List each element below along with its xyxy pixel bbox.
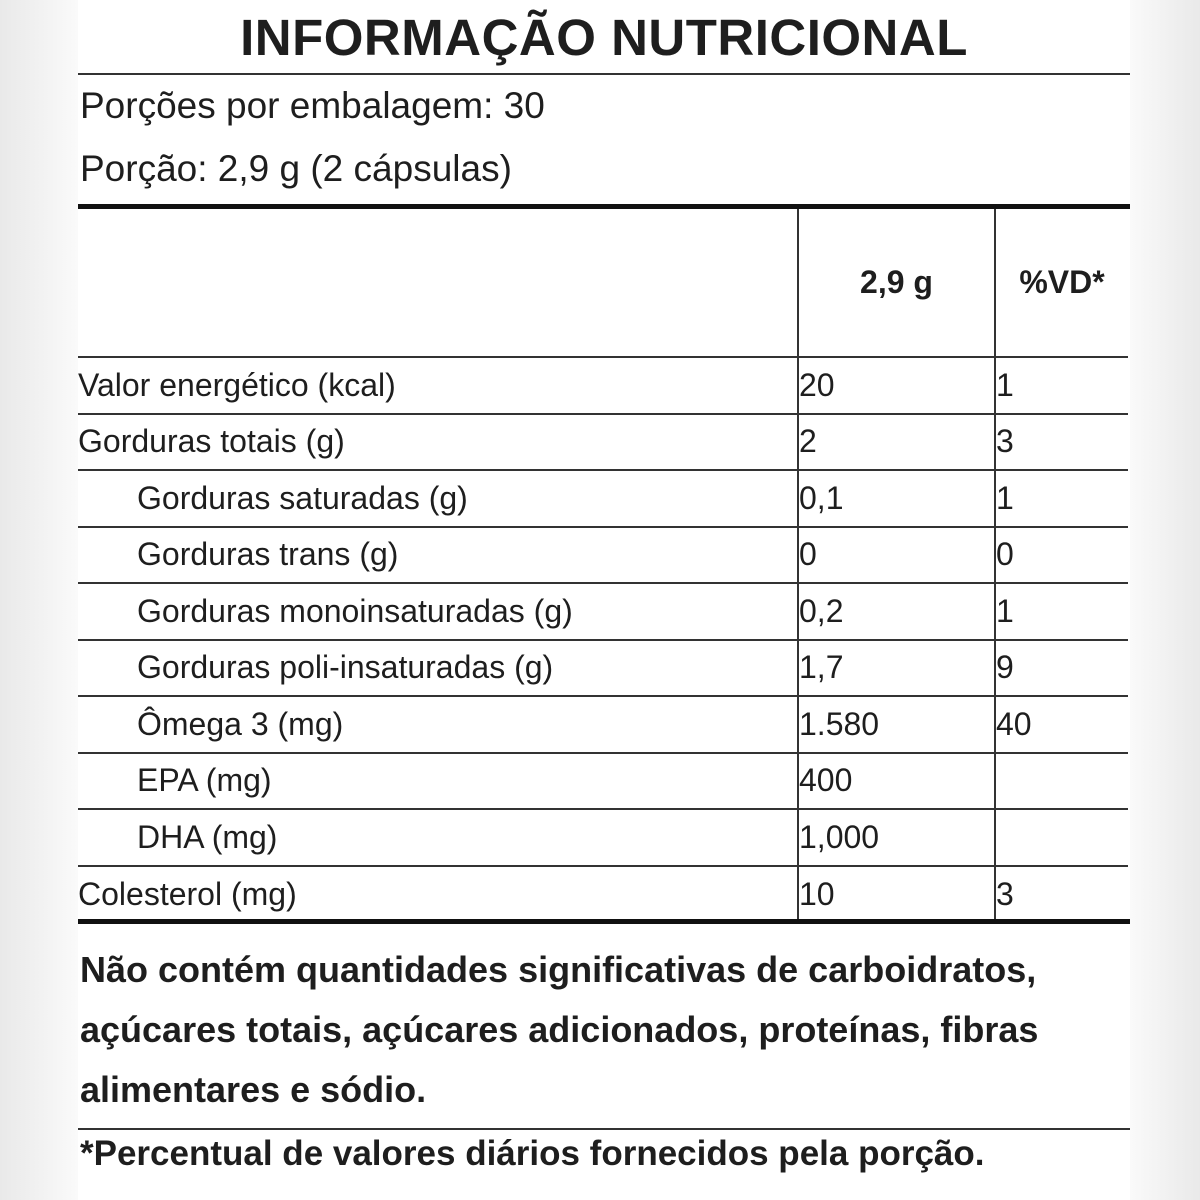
nutrient-amount: 1,000: [798, 809, 995, 866]
nutrient-dv: 1: [995, 470, 1128, 527]
nutrient-name: Gorduras saturadas (g): [78, 470, 798, 527]
table-row: [78, 809, 1128, 866]
table-row: [78, 640, 1128, 697]
nutrient-dv: 1: [995, 583, 1128, 640]
nutrient-name: Gorduras totais (g): [78, 414, 798, 471]
nutrient-name: Colesterol (mg): [78, 875, 297, 912]
label-title: INFORMAÇÃO NUTRICIONAL: [240, 9, 968, 66]
title-divider: [78, 73, 1130, 75]
table-header-row: [78, 209, 1128, 357]
nutrient-dv: 3: [995, 866, 1128, 923]
nutrient-amount: 2: [798, 414, 995, 471]
table-row: [78, 527, 1128, 584]
daily-value-footnote: *Percentual de valores diários fornecidos pela porção.: [80, 1134, 985, 1173]
table-row: [78, 753, 1128, 810]
table-bottom-rule: [78, 919, 1130, 924]
nutrient-name: EPA (mg): [78, 753, 798, 810]
nutrient-amount: 0,1: [798, 470, 995, 527]
not-significant-note: Não contém quantidades significativas de carboidratos, açúcares totais, açúcares adicionados, proteínas, fibras alimentares e sódio.: [80, 949, 1039, 1110]
nutrition-table: [78, 209, 1128, 922]
header-daily-value: %VD*: [995, 209, 1128, 357]
nutrition-facts-label: [78, 0, 1130, 1200]
nutrient-name: Gorduras poli-insaturadas (g): [78, 640, 798, 697]
nutrient-name: Ômega 3 (mg): [78, 696, 798, 753]
nutrient-name: Valor energético (kcal): [78, 357, 798, 414]
header-nutrient: [78, 209, 798, 357]
nutrient-name: Gorduras monoinsaturadas (g): [78, 583, 798, 640]
table-row: [78, 583, 1128, 640]
nutrient-name: Gorduras trans (g): [78, 527, 798, 584]
table-row: [78, 357, 1128, 414]
right-background-edge: [1130, 0, 1200, 1200]
nutrient-amount: 1.580: [798, 696, 995, 753]
footnote-divider: [78, 1128, 1130, 1130]
nutrient-dv: 9: [995, 640, 1128, 697]
table-row: [78, 866, 1128, 923]
nutrient-dv: 1: [995, 357, 1128, 414]
nutrient-amount: 0: [798, 527, 995, 584]
nutrient-dv: 0: [995, 527, 1128, 584]
table-row: [78, 414, 1128, 471]
nutrient-amount: 20: [798, 357, 995, 414]
table-row: [78, 470, 1128, 527]
left-background-edge: [0, 0, 78, 1200]
table-row: [78, 696, 1128, 753]
serving-size: Porção: 2,9 g (2 cápsulas): [80, 148, 512, 189]
nutrient-dv: 40: [995, 696, 1128, 753]
header-amount: 2,9 g: [798, 209, 995, 357]
nutrient-dv: 3: [995, 414, 1128, 471]
nutrient-amount: 1,7: [798, 640, 995, 697]
nutrient-name: DHA (mg): [78, 809, 798, 866]
nutrient-dv: [995, 753, 1128, 810]
nutrient-amount: 0,2: [798, 583, 995, 640]
servings-per-package: Porções por embalagem: 30: [80, 85, 545, 126]
nutrient-amount: 400: [798, 753, 995, 810]
nutrient-amount: 10: [798, 866, 995, 923]
nutrient-dv: [995, 809, 1128, 866]
